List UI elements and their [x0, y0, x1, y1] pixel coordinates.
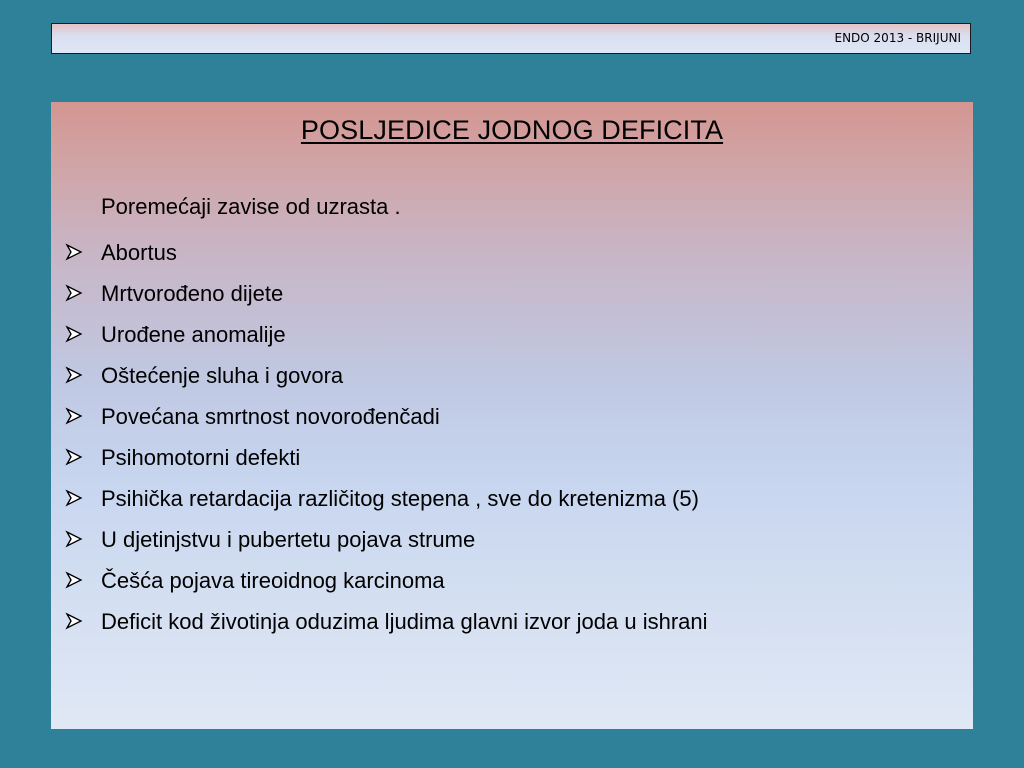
arrowhead-bullet-icon [65, 612, 101, 632]
header-bar [51, 23, 971, 54]
list-item [65, 273, 708, 314]
arrowhead-bullet-icon [65, 530, 101, 550]
arrowhead-bullet-icon [65, 325, 101, 345]
header-label: ENDO 2013 - BRIJUNI [834, 31, 961, 45]
slide-title: POSLJEDICE JODNOG DEFICITA [300, 115, 724, 145]
bullet-text: Abortus [101, 239, 177, 265]
list-item [65, 560, 708, 601]
bullet-text: Oštećenje sluha i govora [101, 362, 344, 388]
intro-text: Poremećaji zavise od uzrasta . [101, 194, 401, 219]
bullet-list [65, 232, 708, 642]
arrowhead-bullet-icon [65, 284, 101, 304]
list-item [65, 519, 708, 560]
arrowhead-bullet-icon [65, 407, 101, 427]
slide-content-panel [51, 102, 973, 729]
arrowhead-bullet-icon [65, 571, 101, 591]
arrowhead-bullet-icon [65, 448, 101, 468]
bullet-text: Psihomotorni defekti [101, 444, 301, 470]
list-item [65, 396, 708, 437]
bullet-text: Češća pojava tireoidnog karcinoma [101, 567, 445, 593]
list-item [65, 314, 708, 355]
bullet-text: Povećana smrtnost novorođenčadi [101, 403, 440, 429]
bullet-text: Urođene anomalije [101, 321, 286, 347]
bullet-text: Deficit kod životinja oduzima ljudima glavni izvor joda u ishrani [101, 608, 708, 634]
bullet-text: Mrtvorođeno dijete [101, 280, 284, 306]
arrowhead-bullet-icon [65, 489, 101, 509]
arrowhead-bullet-icon [65, 243, 101, 263]
list-item [65, 437, 708, 478]
list-item [65, 478, 708, 519]
arrowhead-bullet-icon [65, 366, 101, 386]
list-item [65, 232, 708, 273]
list-item [65, 355, 708, 396]
bullet-text: Psihička retardacija različitog stepena , sve do kretenizma (5) [101, 485, 699, 511]
list-item [65, 601, 708, 642]
bullet-text: U djetinjstvu i pubertetu pojava strume [101, 526, 476, 552]
